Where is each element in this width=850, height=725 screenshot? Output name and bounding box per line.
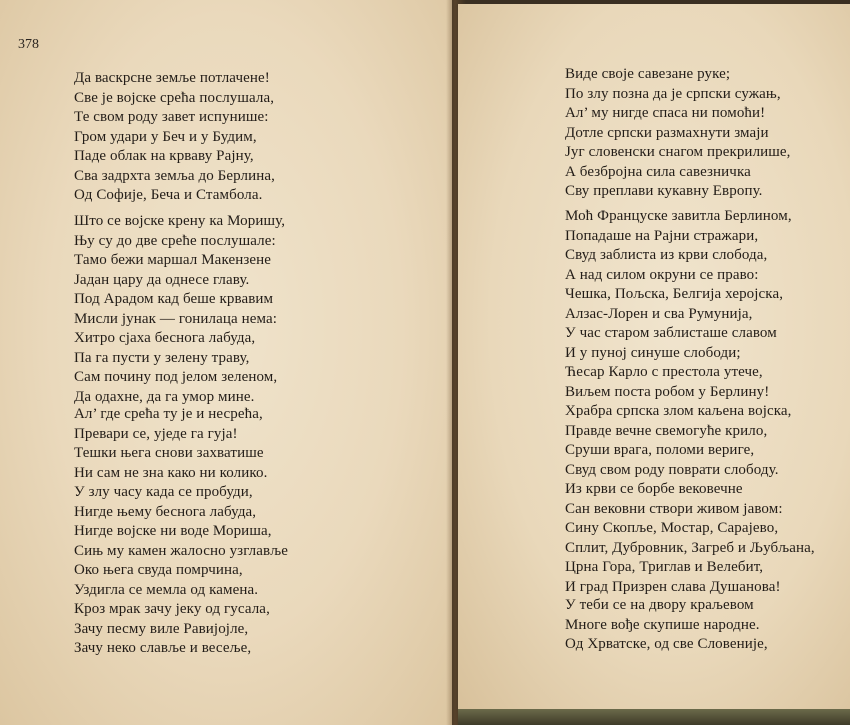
poem-line: И град Призрен слава Душанова! <box>565 578 781 595</box>
poem-line: Сву преплави кукавну Европу. <box>565 183 763 199</box>
poem-line: Храбра српска злом каљена војска, <box>565 403 792 419</box>
right-stanza-3 <box>565 402 815 597</box>
poem-line: Југ словенски снагом прекрилише, <box>565 144 791 160</box>
poem-line: Сињ му камен жалосно узглавље <box>74 542 288 559</box>
poem-line: А над силом окруни се право: <box>565 266 759 283</box>
poem-line: Ал’ где срећа ту је и несрећа, <box>74 406 263 422</box>
poem-line: Попадаше на Рајни стражари, <box>565 227 759 244</box>
poem-line: Тешки њега снови захватише <box>74 445 264 461</box>
poem-line: Нигде њему беснога лабуда, <box>74 503 257 520</box>
poem-line: Паде облак на крваву Рајну, <box>74 148 254 164</box>
poem-line: Те свом роду завет испунише: <box>74 109 269 125</box>
poem-line: А безбројна сила савезничка <box>565 163 751 180</box>
poem-line: У теби се на двору краљевом <box>565 597 754 613</box>
left-stanza-3 <box>74 405 288 600</box>
poem-line: Тамо бежи маршал Макензене <box>74 252 272 268</box>
right-stanza-2 <box>565 207 792 402</box>
poem-line: Виде своје савезане руке; <box>565 66 731 82</box>
poem-line: Сам почину под јелом зеленом, <box>74 369 278 385</box>
poem-line: Од Софије, Беча и Стамбола. <box>74 187 263 203</box>
poem-line: Црна Гора, Триглав и Велебит, <box>565 559 764 575</box>
poem-line: Гром удари у Беч и у Будим, <box>74 128 257 145</box>
poem-line: Око њега свуда помрчина, <box>74 562 243 578</box>
poem-line: Нигде војске ни воде Мориша, <box>74 523 272 539</box>
poem-line: Многе вође скупише народне. <box>565 616 760 633</box>
poem-line: Сруши врага, поломи вериге, <box>565 442 755 458</box>
poem-line: Сан вековни створи живом јавом: <box>565 500 783 517</box>
poem-line: Свуд свом роду поврати слободу. <box>565 461 779 478</box>
poem-line: Ал’ му нигде спаса ни помоћи! <box>565 105 766 121</box>
poem-line: Сва задрхта земља до Берлина, <box>74 167 275 184</box>
poem-line: Правде вечне свемогуће крило, <box>565 422 768 439</box>
left-stanza-1 <box>74 69 275 206</box>
poem-line: Превари се, уједе га гуја! <box>74 425 238 442</box>
poem-line: Зачу неко славље и весеље, <box>74 640 252 656</box>
poem-line: Ни сам не зна како ни колико. <box>74 464 268 481</box>
poem-line: Зачу песму виле Равијојле, <box>74 620 249 637</box>
right-stanza-1 <box>565 65 791 202</box>
poem-line: Њу су до две среће послушале: <box>74 232 276 249</box>
poem-line: И у пуној синуше слободи; <box>565 344 741 361</box>
poem-line: Ћесар Карло с престола утече, <box>565 364 763 380</box>
poem-line: Што се војске крену ка Моришу, <box>74 213 286 229</box>
poem-line: У час старом заблисташе славом <box>565 325 777 341</box>
poem-line: Под Арадом кад беше крвавим <box>74 291 274 307</box>
poem-line: Да одахне, да га умор мине. <box>74 388 255 405</box>
poem-line: Мисли јунак — гонилаца нема: <box>74 310 278 327</box>
poem-line: Уздигла се мемла од камена. <box>74 581 259 598</box>
poem-line: Свуд заблиста из крви слобода, <box>565 247 768 263</box>
poem-line: Алзас-Лорен и сва Румунија, <box>565 305 753 322</box>
poem-line: У злу часу када се пробуди, <box>74 484 253 500</box>
right-page <box>458 4 850 709</box>
poem-line: Да васкрсне земље потлачене! <box>74 70 270 86</box>
left-stanza-4 <box>74 600 270 659</box>
poem-line: По злу позна да је српски сужањ, <box>565 85 781 102</box>
poem-line: Кроз мрак зачу јеку од гусала, <box>74 601 270 617</box>
poem-line: Из крви се борбе вековечне <box>565 481 743 497</box>
page-number: 378 <box>18 37 39 52</box>
poem-line: Моћ Француске завитла Берлином, <box>565 208 792 224</box>
poem-line: Хитро сјаха беснога лабуда, <box>74 330 256 346</box>
poem-line: Сину Скопље, Мостар, Сарајево, <box>565 520 779 536</box>
right-stanza-4 <box>565 596 768 655</box>
poem-line: Сплит, Дубровник, Загреб и Љубљана, <box>565 539 815 556</box>
poem-line: Па га пусти у зелену траву, <box>74 349 250 366</box>
poem-line: Од Хрватске, од све Словеније, <box>565 636 768 652</box>
book-cover-edge <box>458 709 850 725</box>
left-stanza-2 <box>74 212 285 407</box>
poem-line: Све је војске срећа послушала, <box>74 89 275 106</box>
poem-line: Виљем поста робом у Берлину! <box>565 383 770 400</box>
poem-line: Јадан цару да однесе главу. <box>74 271 250 288</box>
poem-line: Чешка, Пољска, Белгија херојска, <box>565 286 784 302</box>
poem-line: Дотле српски размахнути змаји <box>565 124 769 141</box>
